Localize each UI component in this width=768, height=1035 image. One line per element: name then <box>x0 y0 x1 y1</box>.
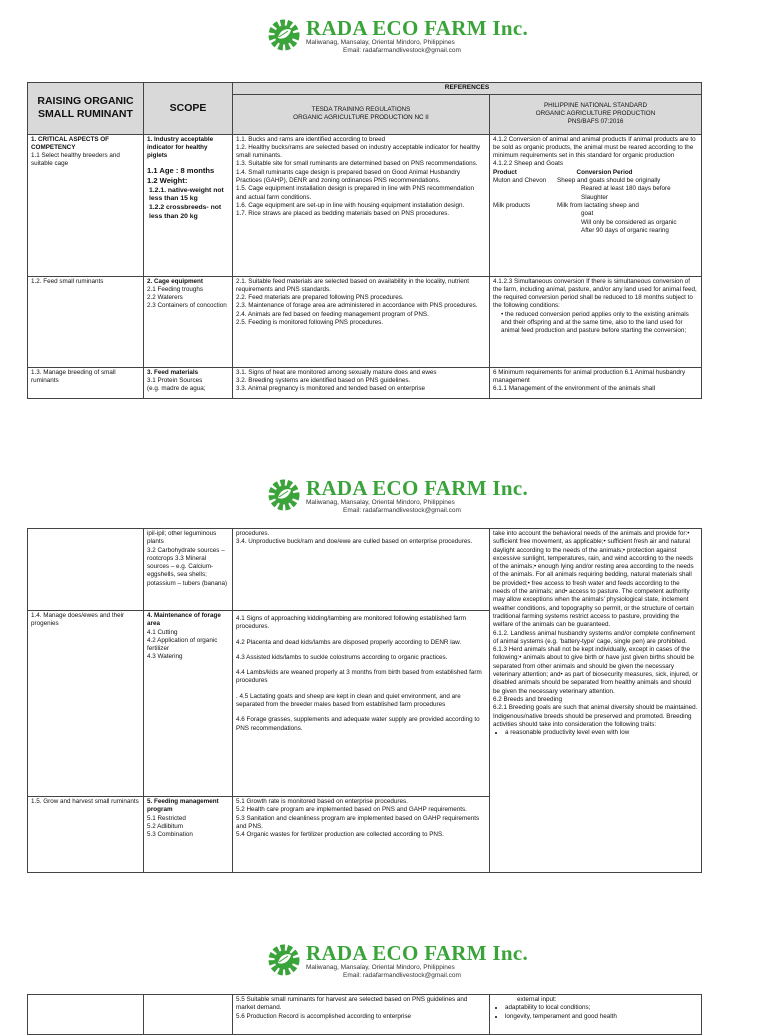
scope-title: 5. Feeding management program <box>147 798 219 814</box>
pns-bullet: • longevity, temperament and good health <box>505 1013 698 1021</box>
company-email: Email: radafarmandlivestock@gmail.com <box>343 972 461 979</box>
pns-text: 4.1.2.3 Simultaneous conversion If there is simultaneous conversion of the farm, including animal, pasture, and/or any land used for animal feed, the required conversion period shall be reduced to 18 months subject to the following conditions: <box>493 277 697 310</box>
scope-cell <box>144 611 233 797</box>
tesda-cell: 1.1. Bucks and rams are identified according to breed 1.2. Healthy bucks/rams are selected based on industry acceptable indicator for healthy small ruminants. 1.3. Suitable site for small ruminants are determined based on PNS recommendations. 1.4. Small ruminants cage design is prepared based on Good Animal Husbandry Practices (GAHP), DENR and zoning ordinances PNS recommendations. 1.5. Cage equipment installation design is prepared in line with PNS recommendation and actual farm conditions. 1.6. Cage equipment are set-up in line with housing equipment installation design. 1.7. Rice straws are placed as bedding materials based on PNS procedures. <box>233 134 490 276</box>
gear-leaf-logo-icon <box>266 477 302 513</box>
scope-cell <box>144 276 233 367</box>
pns-conversion-product <box>493 210 557 218</box>
scope-weight: 1.2 Weight: <box>147 176 188 186</box>
pns-product-label: Product <box>493 168 517 176</box>
tesda-cell: 5.5 Suitable small ruminants for harvest are selected based on PNS guidelines and market demand. 5.6 Production Record is accomplished according to enterprise <box>233 995 490 1035</box>
tesda-item: 4.4 Lambs/kids are weaned properly at 3 months from birth based from established farm procedures <box>236 669 482 685</box>
scope-items: 4.1 Cutting 4.2 Application of organic fertilizer 4.3 Watering <box>147 628 218 661</box>
pns-conversion-lines <box>493 177 698 235</box>
pns-conversion-period: Sheep and goats should be originally <box>557 177 661 185</box>
header-tesda: TESDA TRAINING REGULATIONS ORGANIC AGRICULTURE PRODUCTION NC II <box>233 94 490 134</box>
tesda-cell: procedures. 3.4. Unproductive buck/ram and doe/ewe are culled based on enterprise procedures. <box>233 529 490 611</box>
pns-conversion-table-header <box>493 169 698 177</box>
scope-title: 3. Feed materials <box>147 368 199 376</box>
pns-conversion-period: goat <box>581 210 594 218</box>
pns-conversion-period: Slaughter <box>581 193 608 201</box>
scope-items: 3.1 Protein Sources (e.g. madre de agua; <box>147 376 206 393</box>
scope-title: 4. Maintenance of forage area <box>147 612 221 628</box>
competency-cell: 1.5. Grow and harvest small ruminants <box>28 797 144 873</box>
company-email: Email: radafarmandlivestock@gmail.com <box>343 507 461 514</box>
tesda-cell: 5.1 Growth rate is monitored based on enterprise procedures. 5.2 Health care program are implemented based on PNS and GAHP requirements. 5.3 Sanitation and cleanliness program are implemented based on GAHP requirements and PNS. 5.4 Organic wastes for fertilizer production are collected according to PNS. <box>233 797 490 873</box>
pns-conversion-line <box>493 194 698 202</box>
company-name: RADA ECO FARM Inc. <box>306 16 529 40</box>
company-email: Email: radafarmandlivestock@gmail.com <box>343 47 461 54</box>
tesda-cell: 2.1. Suitable feed materials are selected based on availability in the locality, nutrient requirements and PNS standards. 2.2. Feed materials are prepared following PNS procedures. 2.3. Maintenance of forage area are administered in accordance with PNS procedures. 2.4. Animals are fed based on feeding management program of PNS. 2.5. Feeding is monitored following PNS procedures. <box>233 276 490 367</box>
scope-cell <box>144 367 233 398</box>
pns-conversion-product: Muton and Chevon <box>493 177 547 185</box>
scope-cell <box>144 134 233 276</box>
competency-cell <box>28 134 144 276</box>
tesda-item: 4.6 Forage grasses, supplements and adequate water supply are provided according to PNS recommendations. <box>236 716 480 732</box>
tesda-item: . 4.5 Lactating goats and sheep are kept in clean and quiet environment, and are separated from the breeder males based from established farm procedures <box>236 692 461 709</box>
page2-header <box>0 470 768 530</box>
pns-conversion-period: Will only be considered as organic <box>581 218 677 226</box>
competency-title: 1. CRITICAL ASPECTS OF COMPETENCY <box>31 135 110 151</box>
tesda-item: 4.2 Placenta and dead kids/lambs are disposed properly according to DENR law. <box>236 638 462 646</box>
pns-cell <box>490 529 702 873</box>
scope-cell <box>144 995 233 1035</box>
pns-bullet: • a reasonable productivity level even with low <box>505 729 698 737</box>
pns-conversion-line <box>493 219 698 227</box>
header-references: REFERENCES <box>233 83 702 95</box>
scope-items: 2.1 Feeding troughs 2.2 Waterers 2.3 Containers of concoction <box>147 285 227 310</box>
scope-title: 2. Cage equipment <box>147 277 203 285</box>
gear-leaf-logo-icon <box>266 942 302 978</box>
pns-cell <box>490 995 702 1035</box>
pns-text: take into account the behavioral needs of the animals and provide for:• sufficient free movement, as applicable;• sufficient fresh air and natural daylight according to the needs of the animals;• protection against excessive sunlight, temperatures, rain, and wind according to the needs of the animals;• enough lying and/or resting area according to the needs of the animals. For all animals requiring bedding, natural materials shall be provided;• free access to fresh water and feeds according to the needs of the animals; and• access to pasture. The competent authority may allow exceptions when the animals' physiological state, inclement weather conditions, and topography so permit, or the structure of certain traditional farming systems restrict access to pasture, providing the welfare of the animals can be guaranteed. 6.1.2. Landless animal husbandry systems and/or complete confinement of animal systems (e.g. 'battery-type' cage, single pen) are prohibited. 6.1.3 Herd animals shall not be kept individually, except in cases of the following:• animals about to give birth or have just given births should be separated from other animals and should be given the necessary veterinary attention; and• as part of biosecurity measures, sick, injured, or disabled animals should be separated from healthy animals and should be given the necessary veterinary attention. 6.2 Breeds and breeding 6.2.1 Breeding goals are such that animal diversity should be maintained. Indigenous/native breeds should be preserved and promoted. Breeding activities should take into consideration the following traits: <box>493 530 698 728</box>
pns-conversion-line <box>493 202 698 210</box>
tesda-cell: 3.1. Signs of heat are monitored among sexually mature does and ewes 3.2. Breeding systems are identified based on PNS guidelines. 3.3. Animal pregnancy is monitored and tended based on enterprise <box>233 367 490 398</box>
pns-conversion-line <box>493 210 698 218</box>
scope-age: 1.1 Age : 8 months <box>147 166 215 176</box>
pns-bullet-list <box>493 1004 698 1021</box>
pns-conversion-period: Reared at least 180 days before <box>581 185 671 193</box>
header-pns: PHILIPPINE NATIONAL STANDARD ORGANIC AGRICULTURE PRODUCTION PNS/BAFS 07:2016 <box>490 94 702 134</box>
pns-conversion-period: After 90 days of organic rearing <box>581 226 669 234</box>
pns-conversion-line <box>493 185 698 193</box>
competency-table-page1 <box>27 82 702 399</box>
pns-conversion-period: Milk from lactating sheep and <box>557 201 639 209</box>
pns-intro: external input: <box>517 996 557 1003</box>
company-address: Maliwanag, Mansalay, Oriental Mindoro, Philippines <box>306 39 455 46</box>
pns-cell: 6 Minimum requirements for animal production 6.1 Animal husbandry management 6.1.1 Management of the environment of the animals shall <box>490 367 702 398</box>
pns-conversion-product <box>493 185 557 193</box>
header-scope: SCOPE <box>144 83 233 135</box>
competency-table-page3 <box>27 994 702 1035</box>
tesda-item: 4.1 Signs of approaching kidding/lambing are monitored following established farm procedures. <box>236 615 466 631</box>
scope-cell <box>144 797 233 873</box>
competency-cell <box>28 529 144 611</box>
company-name: RADA ECO FARM Inc. <box>306 476 529 500</box>
pns-period-label: Conversion Period <box>576 168 633 176</box>
company-address: Maliwanag, Mansalay, Oriental Mindoro, Philippines <box>306 499 455 506</box>
pns-intro: 4.1.2 Conversion of animal and animal products If animal products are to be sold as organic products, the animal must be reared according to the minimum requirements set in this standard for organic production 4.1.2.2 Sheep and Goats <box>493 135 696 168</box>
tesda-item: 4.3 Assisted kids/lambs to suckle colostrums according to organic practices. <box>236 653 448 661</box>
pns-conversion-product: Milk products <box>493 201 531 209</box>
pns-conversion-product <box>493 194 557 202</box>
scope-title: 1. Industry acceptable indicator for healthy piglets <box>147 135 214 160</box>
pns-bullet: • the reduced conversion period applies only to the existing animals and their offspring and at the same time, also to the land used for animal feed production and pasture before starting the conversion; <box>501 310 689 335</box>
pns-bullet: • adaptability to local conditions; <box>505 1004 698 1012</box>
pns-cell <box>490 276 702 367</box>
pns-conversion-product <box>493 227 557 235</box>
competency-cell: 1.4. Manage does/ewes and their progenies <box>28 611 144 797</box>
competency-table-page2 <box>27 528 702 873</box>
scope-cell: ipil-ipil; other leguminous plants 3.2 Carbohydrate sources – rootcrops 3.3 Mineral sources – e.g. Calcium-eggshells, sea shells; potassium – tubers (banana) <box>144 529 233 611</box>
company-address: Maliwanag, Mansalay, Oriental Mindoro, Philippines <box>306 964 455 971</box>
company-name: RADA ECO FARM Inc. <box>306 941 529 965</box>
gear-leaf-logo-icon <box>266 17 302 53</box>
pns-conversion-line <box>493 227 698 235</box>
competency-text: 1.1 Select healthy breeders and suitable cage <box>31 152 120 168</box>
competency-cell <box>28 995 144 1035</box>
page3-header <box>0 935 768 995</box>
pns-conversion-product <box>493 219 557 227</box>
pns-cell <box>490 134 702 276</box>
competency-cell: 1.2. Feed small ruminants <box>28 276 144 367</box>
competency-cell: 1.3. Manage breeding of small ruminants <box>28 367 144 398</box>
scope-items: 5.1 Restricted 5.2 Adlibitum 5.3 Combination <box>147 814 193 839</box>
pns-conversion-line <box>493 177 698 185</box>
scope-crossbreeds: 1.2.2 crossbreeds- not less than 20 kg <box>149 204 222 221</box>
scope-native-weight: 1.2.1. native-weight not less than 15 kg <box>149 186 224 203</box>
header-raising-organic: RAISING ORGANIC SMALL RUMINANT <box>28 83 144 135</box>
tesda-cell <box>233 611 490 797</box>
page1-header <box>0 10 768 70</box>
